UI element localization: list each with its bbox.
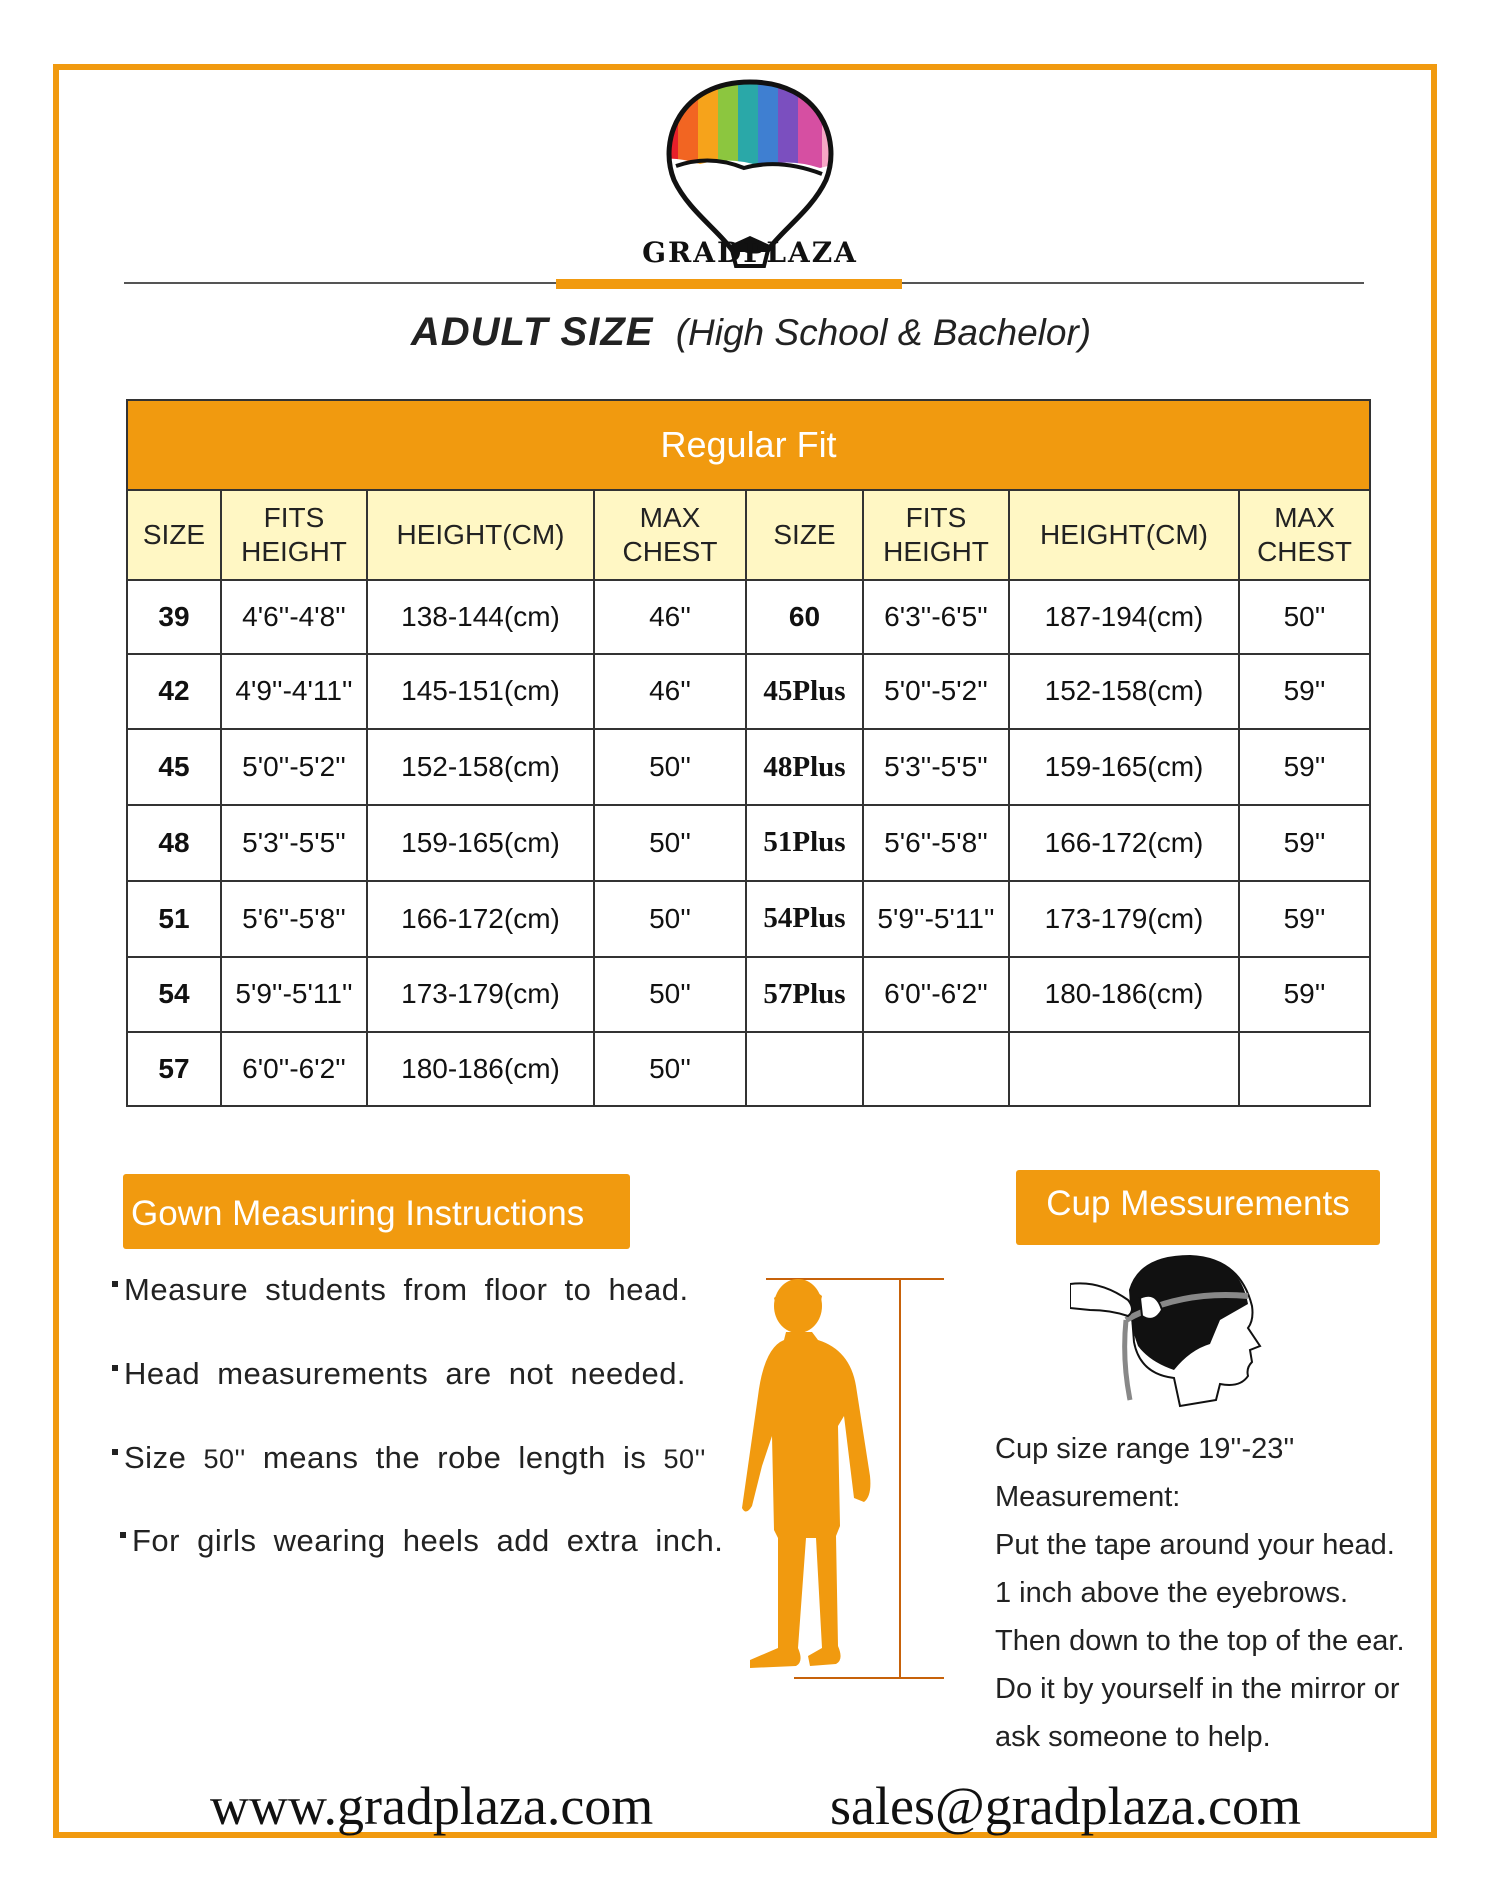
table-cell: 59''	[1239, 881, 1370, 957]
title-sub: (High School & Bachelor)	[675, 312, 1092, 353]
gown-instructions-label: Gown Measuring Instructions	[123, 1174, 630, 1249]
instruction-number: 50''	[203, 1444, 246, 1474]
cup-line: ask someone to help.	[995, 1721, 1271, 1753]
table-cell: 6'3''-6'5''	[863, 580, 1009, 654]
table-cell: 145-151(cm)	[367, 654, 594, 730]
regular-fit-header: Regular Fit	[127, 400, 1370, 490]
cup-line: Measurement:	[995, 1481, 1181, 1513]
col-header: FITS HEIGHT	[863, 490, 1009, 580]
size-table	[126, 399, 1371, 1107]
table-cell: 5'3''-5'5''	[221, 805, 367, 881]
instruction-line	[120, 1523, 723, 1559]
table-cell: 51	[127, 881, 221, 957]
table-cell: 48	[127, 805, 221, 881]
col-header: HEIGHT(CM)	[1009, 490, 1239, 580]
table-cell: 59''	[1239, 957, 1370, 1033]
email-link[interactable]: sales@gradplaza.com	[830, 1776, 1302, 1836]
cup-line: Do it by yourself in the mirror or	[995, 1673, 1400, 1705]
table-cell: 152-158(cm)	[1009, 654, 1239, 730]
table-cell: 5'3''-5'5''	[863, 729, 1009, 805]
table-header-row	[127, 490, 1370, 580]
table-cell: 59''	[1239, 805, 1370, 881]
cup-instructions	[995, 1425, 1435, 1761]
table-cell: 173-179(cm)	[367, 957, 594, 1033]
col-header: HEIGHT(CM)	[367, 490, 594, 580]
table-cell: 166-172(cm)	[1009, 805, 1239, 881]
instruction-number: 50''	[663, 1444, 706, 1474]
table-cell: 54Plus	[746, 881, 863, 957]
table-cell	[1009, 1032, 1239, 1106]
table-row	[127, 881, 1370, 957]
bullet-icon	[112, 1281, 118, 1287]
col-header: SIZE	[127, 490, 221, 580]
table-cell	[1239, 1032, 1370, 1106]
table-cell: 57	[127, 1032, 221, 1106]
table-cell: 5'6''-5'8''	[863, 805, 1009, 881]
table-cell: 5'0''-5'2''	[221, 729, 367, 805]
table-cell: 57Plus	[746, 957, 863, 1033]
table-cell: 180-186(cm)	[1009, 957, 1239, 1033]
table-row	[127, 805, 1370, 881]
cup-measurements-label: Cup Messurements	[1016, 1170, 1380, 1245]
col-header: SIZE	[746, 490, 863, 580]
table-cell: 50''	[594, 881, 746, 957]
table-cell: 159-165(cm)	[1009, 729, 1239, 805]
table-cell: 5'9''-5'11''	[863, 881, 1009, 957]
col-header: FITS HEIGHT	[221, 490, 367, 580]
table-cell	[746, 1032, 863, 1106]
cup-line: Then down to the top of the ear.	[995, 1625, 1405, 1657]
instruction-text: Head measurements are not needed.	[124, 1356, 687, 1391]
table-cell: 159-165(cm)	[367, 805, 594, 881]
brand-name: GRADPLAZA	[642, 236, 858, 269]
table-cell: 50''	[594, 957, 746, 1033]
bullet-icon	[120, 1532, 126, 1538]
instruction-text: For girls wearing heels add extra inch.	[132, 1523, 724, 1558]
table-cell: 6'0''-6'2''	[863, 957, 1009, 1033]
table-cell: 173-179(cm)	[1009, 881, 1239, 957]
person-silhouette-icon	[740, 1276, 960, 1686]
table-cell: 138-144(cm)	[367, 580, 594, 654]
table-row	[127, 729, 1370, 805]
table-cell: 59''	[1239, 654, 1370, 730]
instruction-line	[112, 1272, 689, 1308]
table-cell: 152-158(cm)	[367, 729, 594, 805]
table-cell: 5'9''-5'11''	[221, 957, 367, 1033]
page-title	[0, 310, 1502, 355]
table-cell: 45	[127, 729, 221, 805]
table-cell: 4'9''-4'11''	[221, 654, 367, 730]
table-row	[127, 580, 1370, 654]
bullet-icon	[112, 1365, 118, 1371]
table-row	[127, 654, 1370, 730]
table-cell	[863, 1032, 1009, 1106]
instruction-text: Size	[124, 1440, 187, 1475]
instruction-line	[112, 1356, 686, 1392]
instruction-text: Measure students from floor to head.	[124, 1272, 689, 1307]
table-cell: 4'6''-4'8''	[221, 580, 367, 654]
title-main: ADULT SIZE	[410, 310, 654, 354]
header-rule-accent	[556, 279, 902, 289]
table-cell: 50''	[594, 1032, 746, 1106]
table-cell: 59''	[1239, 729, 1370, 805]
col-header: MAX CHEST	[1239, 490, 1370, 580]
table-row	[127, 1032, 1370, 1106]
table-cell: 187-194(cm)	[1009, 580, 1239, 654]
bullet-icon	[112, 1449, 118, 1455]
table-cell: 5'0''-5'2''	[863, 654, 1009, 730]
table-cell: 48Plus	[746, 729, 863, 805]
website-link[interactable]: www.gradplaza.com	[210, 1776, 654, 1836]
cup-line: 1 inch above the eyebrows.	[995, 1577, 1349, 1609]
table-cell: 46''	[594, 580, 746, 654]
instruction-text: means the robe length is	[262, 1440, 647, 1475]
table-cell: 45Plus	[746, 654, 863, 730]
table-cell: 6'0''-6'2''	[221, 1032, 367, 1106]
table-cell: 180-186(cm)	[367, 1032, 594, 1106]
table-cell: 46''	[594, 654, 746, 730]
table-row	[127, 957, 1370, 1033]
table-cell: 50''	[1239, 580, 1370, 654]
table-cell: 54	[127, 957, 221, 1033]
table-cell: 39	[127, 580, 221, 654]
table-cell: 42	[127, 654, 221, 730]
cup-line: Cup size range 19''-23''	[995, 1433, 1295, 1465]
table-cell: 60	[746, 580, 863, 654]
cup-line: Put the tape around your head.	[995, 1529, 1395, 1561]
instruction-line	[112, 1440, 706, 1476]
head-measuring-tape-icon	[1070, 1250, 1270, 1410]
col-header: MAX CHEST	[594, 490, 746, 580]
table-cell: 51Plus	[746, 805, 863, 881]
table-cell: 5'6''-5'8''	[221, 881, 367, 957]
table-cell: 50''	[594, 729, 746, 805]
table-cell: 166-172(cm)	[367, 881, 594, 957]
table-cell: 50''	[594, 805, 746, 881]
